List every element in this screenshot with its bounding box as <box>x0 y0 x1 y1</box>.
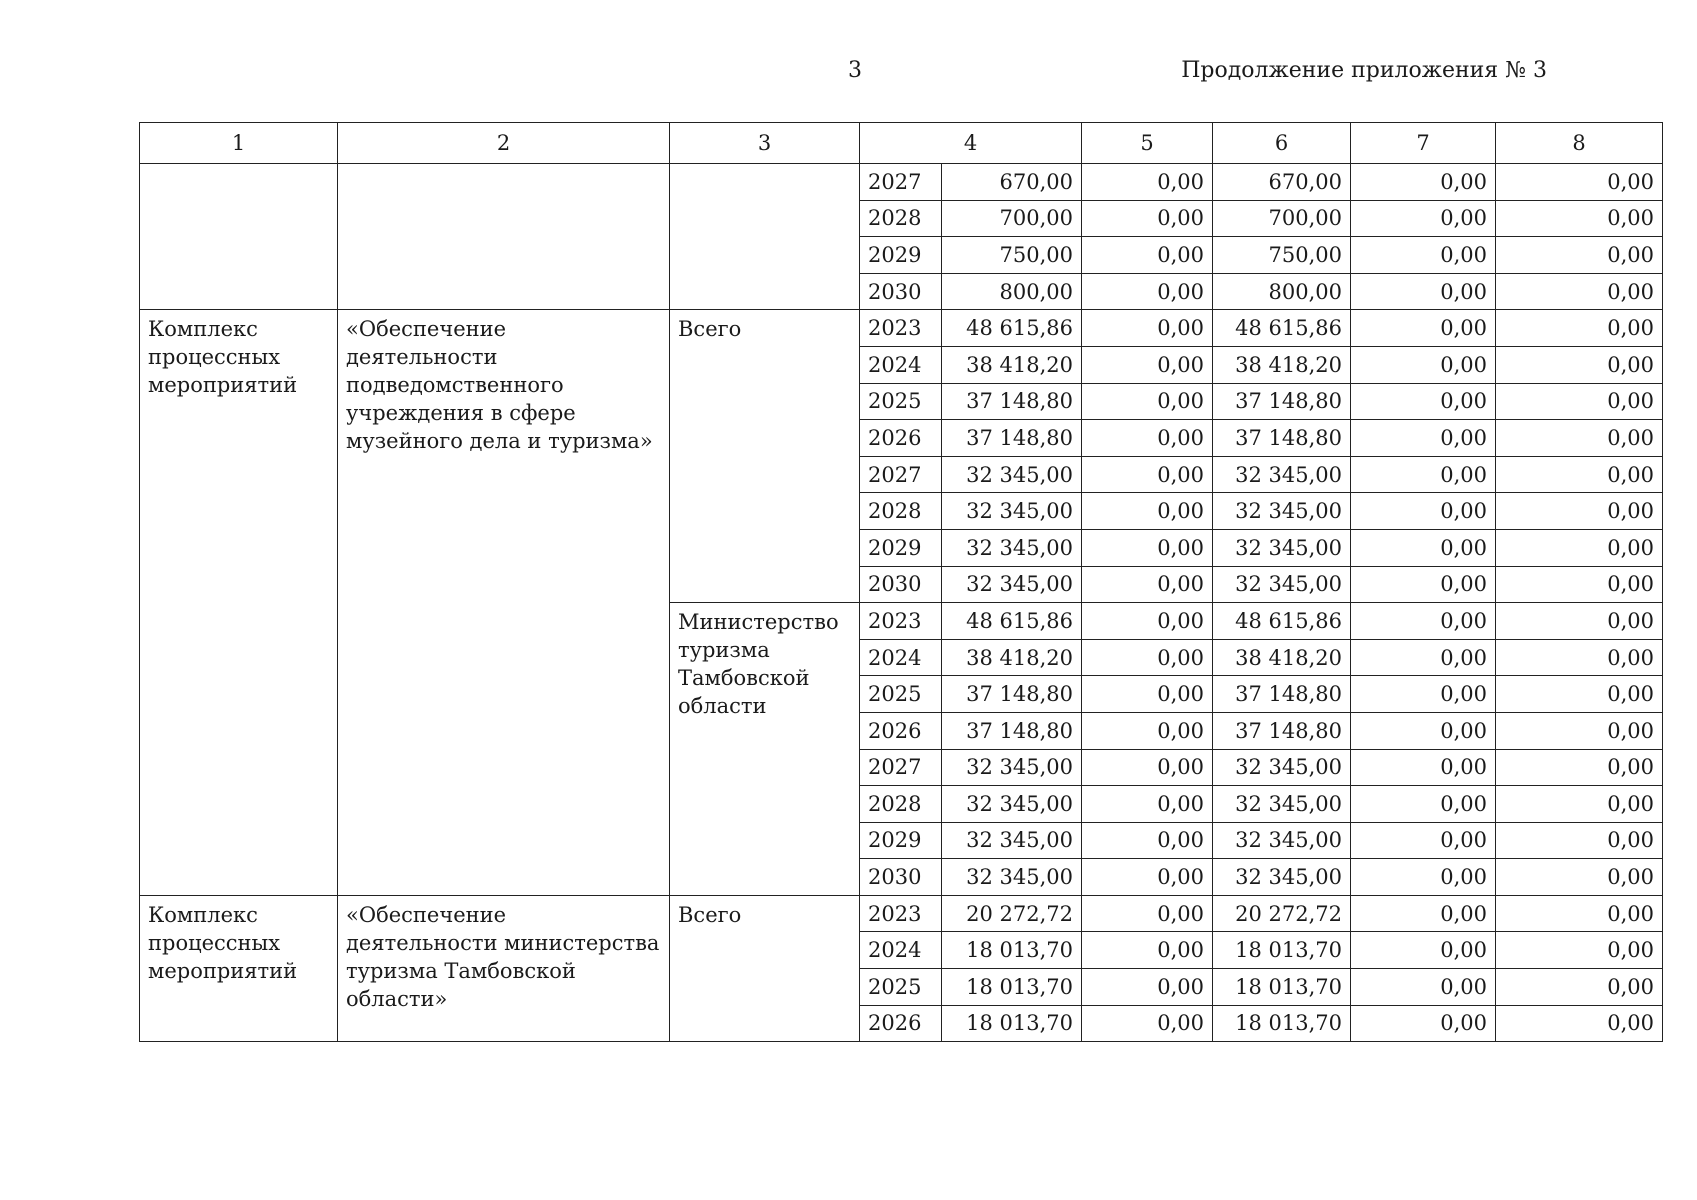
amount-col6-cell: 18 013,70 <box>1213 1005 1351 1042</box>
amount-col8-cell: 0,00 <box>1496 859 1663 896</box>
activity-type-cell: Комплекс процессных мероприятий <box>140 310 338 896</box>
amount-col8-cell: 0,00 <box>1496 200 1663 237</box>
executor-cell: Всего <box>670 895 860 1041</box>
year-cell: 2029 <box>860 822 942 859</box>
amount-col8-cell: 0,00 <box>1496 932 1663 969</box>
amount-col6-cell: 32 345,00 <box>1213 859 1351 896</box>
amount-col5-cell: 0,00 <box>1082 456 1213 493</box>
amount-col8-cell: 0,00 <box>1496 237 1663 274</box>
year-cell: 2024 <box>860 639 942 676</box>
header-cell-2: 2 <box>338 123 670 164</box>
amount-total-cell: 32 345,00 <box>942 529 1082 566</box>
amount-col6-cell: 18 013,70 <box>1213 969 1351 1006</box>
activity-name-cell: «Обеспечение деятельности министерства туризма Тамбовской области» <box>338 895 670 1041</box>
amount-col5-cell: 0,00 <box>1082 1005 1213 1042</box>
amount-col7-cell: 0,00 <box>1351 493 1496 530</box>
amount-col7-cell: 0,00 <box>1351 383 1496 420</box>
amount-col6-cell: 32 345,00 <box>1213 456 1351 493</box>
executor-cell: Всего <box>670 310 860 603</box>
header-cell-1: 1 <box>140 123 338 164</box>
amount-col8-cell: 0,00 <box>1496 603 1663 640</box>
amount-col5-cell: 0,00 <box>1082 676 1213 713</box>
amount-col6-cell: 32 345,00 <box>1213 493 1351 530</box>
amount-total-cell: 38 418,20 <box>942 639 1082 676</box>
year-cell: 2027 <box>860 164 942 201</box>
amount-col5-cell: 0,00 <box>1082 603 1213 640</box>
amount-col6-cell: 37 148,80 <box>1213 676 1351 713</box>
amount-col6-cell: 48 615,86 <box>1213 310 1351 347</box>
amount-col7-cell: 0,00 <box>1351 420 1496 457</box>
year-cell: 2028 <box>860 200 942 237</box>
amount-col8-cell: 0,00 <box>1496 420 1663 457</box>
table-row <box>140 164 1663 201</box>
amount-col7-cell: 0,00 <box>1351 237 1496 274</box>
year-cell: 2029 <box>860 237 942 274</box>
amount-col5-cell: 0,00 <box>1082 749 1213 786</box>
year-cell: 2028 <box>860 786 942 823</box>
amount-col6-cell: 38 418,20 <box>1213 346 1351 383</box>
amount-col6-cell: 670,00 <box>1213 164 1351 201</box>
year-cell: 2025 <box>860 969 942 1006</box>
year-cell: 2028 <box>860 493 942 530</box>
amount-col8-cell: 0,00 <box>1496 712 1663 749</box>
amount-col8-cell: 0,00 <box>1496 639 1663 676</box>
amount-col5-cell: 0,00 <box>1082 493 1213 530</box>
amount-col5-cell: 0,00 <box>1082 383 1213 420</box>
amount-col6-cell: 32 345,00 <box>1213 822 1351 859</box>
year-cell: 2029 <box>860 529 942 566</box>
year-cell: 2024 <box>860 346 942 383</box>
amount-col5-cell: 0,00 <box>1082 566 1213 603</box>
year-cell: 2025 <box>860 383 942 420</box>
header-cell-5: 5 <box>1082 123 1213 164</box>
page-number: 3 <box>848 58 862 83</box>
amount-col8-cell: 0,00 <box>1496 164 1663 201</box>
amount-col6-cell: 18 013,70 <box>1213 932 1351 969</box>
amount-col7-cell: 0,00 <box>1351 932 1496 969</box>
amount-col8-cell: 0,00 <box>1496 456 1663 493</box>
amount-col7-cell: 0,00 <box>1351 346 1496 383</box>
activity-name-cell: «Обеспечение деятельности подведомственного учреждения в сфере музейного дела и туризма» <box>338 310 670 896</box>
amount-col5-cell: 0,00 <box>1082 346 1213 383</box>
header-cell-7: 7 <box>1351 123 1496 164</box>
year-cell: 2025 <box>860 676 942 713</box>
amount-col8-cell: 0,00 <box>1496 1005 1663 1042</box>
year-cell: 2027 <box>860 456 942 493</box>
table-row <box>140 895 1663 932</box>
amount-col8-cell: 0,00 <box>1496 493 1663 530</box>
amount-total-cell: 37 148,80 <box>942 676 1082 713</box>
amount-total-cell: 38 418,20 <box>942 346 1082 383</box>
appendix-caption: Продолжение приложения № 3 <box>1181 58 1547 83</box>
amount-col6-cell: 37 148,80 <box>1213 383 1351 420</box>
amount-col5-cell: 0,00 <box>1082 895 1213 932</box>
amount-col6-cell: 38 418,20 <box>1213 639 1351 676</box>
executor-cell <box>670 164 860 310</box>
amount-total-cell: 18 013,70 <box>942 1005 1082 1042</box>
amount-col8-cell: 0,00 <box>1496 676 1663 713</box>
amount-total-cell: 32 345,00 <box>942 566 1082 603</box>
amount-col6-cell: 20 272,72 <box>1213 895 1351 932</box>
year-cell: 2023 <box>860 310 942 347</box>
amount-total-cell: 48 615,86 <box>942 603 1082 640</box>
header-cell-4: 4 <box>860 123 1082 164</box>
table-row <box>140 310 1663 347</box>
year-cell: 2026 <box>860 420 942 457</box>
amount-col7-cell: 0,00 <box>1351 749 1496 786</box>
amount-col5-cell: 0,00 <box>1082 237 1213 274</box>
amount-col5-cell: 0,00 <box>1082 822 1213 859</box>
amount-col5-cell: 0,00 <box>1082 786 1213 823</box>
amount-col6-cell: 37 148,80 <box>1213 420 1351 457</box>
header-row <box>140 123 1663 164</box>
amount-col7-cell: 0,00 <box>1351 273 1496 310</box>
amount-col5-cell: 0,00 <box>1082 969 1213 1006</box>
amount-total-cell: 32 345,00 <box>942 493 1082 530</box>
amount-col7-cell: 0,00 <box>1351 200 1496 237</box>
executor-cell: Министерство туризма Тамбовской области <box>670 603 860 896</box>
amount-col7-cell: 0,00 <box>1351 566 1496 603</box>
amount-total-cell: 32 345,00 <box>942 749 1082 786</box>
amount-col5-cell: 0,00 <box>1082 859 1213 896</box>
amount-total-cell: 20 272,72 <box>942 895 1082 932</box>
amount-col8-cell: 0,00 <box>1496 786 1663 823</box>
amount-total-cell: 32 345,00 <box>942 456 1082 493</box>
year-cell: 2026 <box>860 1005 942 1042</box>
amount-col7-cell: 0,00 <box>1351 895 1496 932</box>
amount-col7-cell: 0,00 <box>1351 786 1496 823</box>
amount-col6-cell: 32 345,00 <box>1213 786 1351 823</box>
amount-total-cell: 37 148,80 <box>942 712 1082 749</box>
year-cell: 2030 <box>860 859 942 896</box>
amount-col8-cell: 0,00 <box>1496 895 1663 932</box>
table-body <box>140 164 1663 1042</box>
amount-col6-cell: 37 148,80 <box>1213 712 1351 749</box>
amount-col8-cell: 0,00 <box>1496 383 1663 420</box>
amount-col7-cell: 0,00 <box>1351 1005 1496 1042</box>
amount-col5-cell: 0,00 <box>1082 164 1213 201</box>
amount-col7-cell: 0,00 <box>1351 859 1496 896</box>
amount-col8-cell: 0,00 <box>1496 822 1663 859</box>
amount-total-cell: 18 013,70 <box>942 932 1082 969</box>
year-cell: 2026 <box>860 712 942 749</box>
amount-col6-cell: 48 615,86 <box>1213 603 1351 640</box>
amount-col8-cell: 0,00 <box>1496 310 1663 347</box>
header-cell-6: 6 <box>1213 123 1351 164</box>
amount-col7-cell: 0,00 <box>1351 456 1496 493</box>
amount-col5-cell: 0,00 <box>1082 932 1213 969</box>
amount-total-cell: 750,00 <box>942 237 1082 274</box>
activity-type-cell <box>140 164 338 310</box>
year-cell: 2030 <box>860 273 942 310</box>
amount-total-cell: 37 148,80 <box>942 420 1082 457</box>
amount-col6-cell: 800,00 <box>1213 273 1351 310</box>
amount-col7-cell: 0,00 <box>1351 822 1496 859</box>
amount-total-cell: 32 345,00 <box>942 822 1082 859</box>
amount-col7-cell: 0,00 <box>1351 603 1496 640</box>
amount-col7-cell: 0,00 <box>1351 676 1496 713</box>
amount-total-cell: 32 345,00 <box>942 786 1082 823</box>
amount-col5-cell: 0,00 <box>1082 712 1213 749</box>
amount-total-cell: 32 345,00 <box>942 859 1082 896</box>
amount-total-cell: 800,00 <box>942 273 1082 310</box>
amount-col8-cell: 0,00 <box>1496 749 1663 786</box>
amount-col5-cell: 0,00 <box>1082 529 1213 566</box>
activity-type-cell: Комплекс процессных мероприятий <box>140 895 338 1041</box>
amount-col7-cell: 0,00 <box>1351 529 1496 566</box>
budget-table <box>139 122 1663 1042</box>
year-cell: 2023 <box>860 895 942 932</box>
amount-col6-cell: 750,00 <box>1213 237 1351 274</box>
amount-col5-cell: 0,00 <box>1082 310 1213 347</box>
amount-col6-cell: 32 345,00 <box>1213 529 1351 566</box>
year-cell: 2023 <box>860 603 942 640</box>
header-cell-3: 3 <box>670 123 860 164</box>
amount-total-cell: 18 013,70 <box>942 969 1082 1006</box>
amount-col8-cell: 0,00 <box>1496 273 1663 310</box>
year-cell: 2027 <box>860 749 942 786</box>
amount-total-cell: 37 148,80 <box>942 383 1082 420</box>
amount-col8-cell: 0,00 <box>1496 566 1663 603</box>
amount-total-cell: 48 615,86 <box>942 310 1082 347</box>
header-cell-8: 8 <box>1496 123 1663 164</box>
amount-total-cell: 700,00 <box>942 200 1082 237</box>
amount-col6-cell: 32 345,00 <box>1213 749 1351 786</box>
amount-col7-cell: 0,00 <box>1351 164 1496 201</box>
amount-col8-cell: 0,00 <box>1496 969 1663 1006</box>
amount-col7-cell: 0,00 <box>1351 310 1496 347</box>
amount-col5-cell: 0,00 <box>1082 639 1213 676</box>
year-cell: 2024 <box>860 932 942 969</box>
amount-col7-cell: 0,00 <box>1351 712 1496 749</box>
amount-total-cell: 670,00 <box>942 164 1082 201</box>
amount-col8-cell: 0,00 <box>1496 346 1663 383</box>
amount-col6-cell: 32 345,00 <box>1213 566 1351 603</box>
amount-col7-cell: 0,00 <box>1351 969 1496 1006</box>
year-cell: 2030 <box>860 566 942 603</box>
amount-col5-cell: 0,00 <box>1082 420 1213 457</box>
amount-col8-cell: 0,00 <box>1496 529 1663 566</box>
amount-col5-cell: 0,00 <box>1082 200 1213 237</box>
amount-col7-cell: 0,00 <box>1351 639 1496 676</box>
amount-col6-cell: 700,00 <box>1213 200 1351 237</box>
amount-col5-cell: 0,00 <box>1082 273 1213 310</box>
activity-name-cell <box>338 164 670 310</box>
